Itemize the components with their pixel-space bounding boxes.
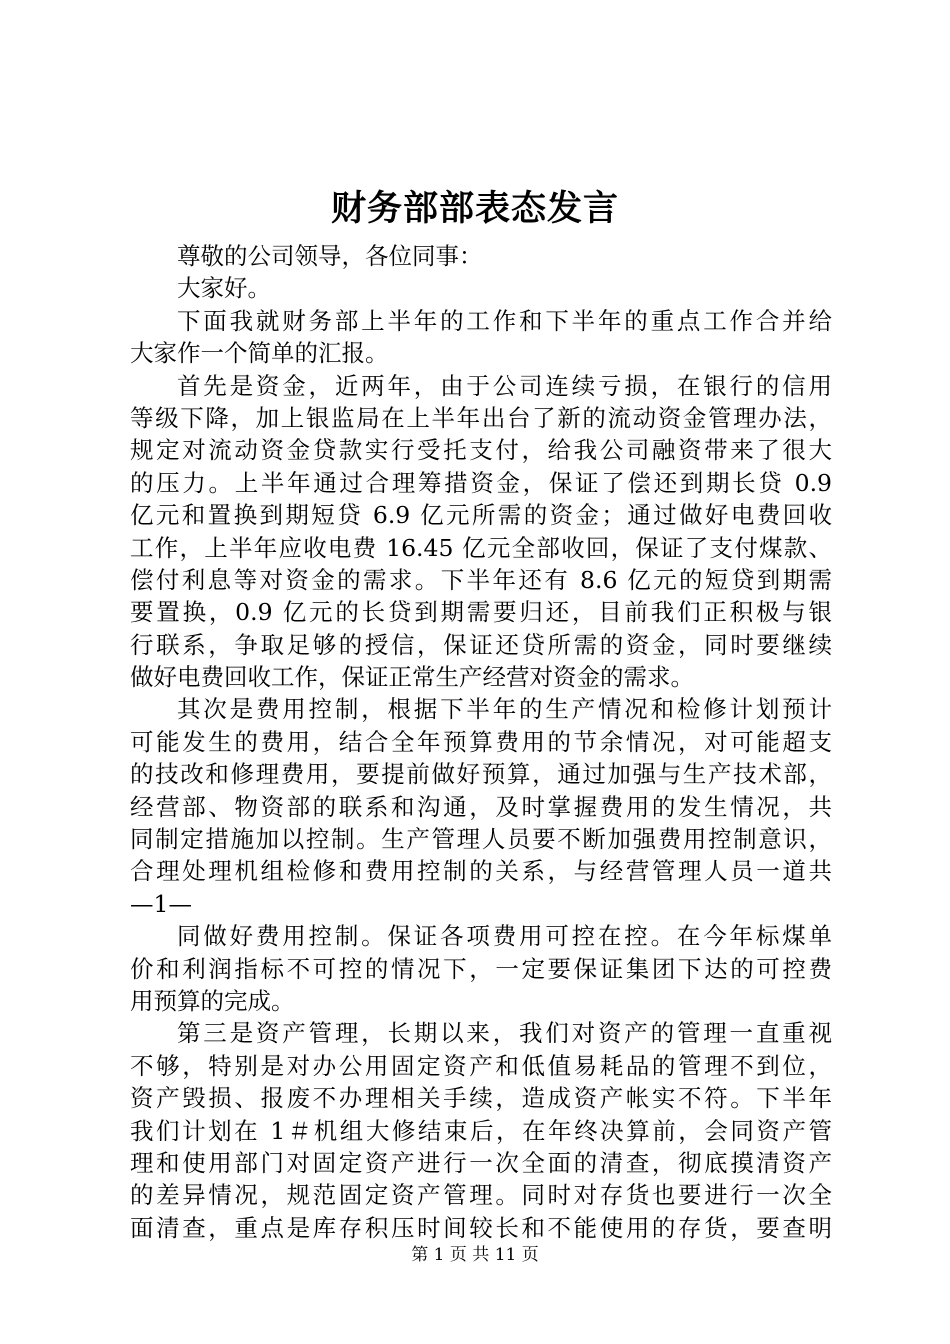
text-line: 其次是费用控制，根据下半年的生产情况和检修计划预计 [177,695,832,724]
text-line: 规定对流动资金贷款实行受托支付，给我公司融资带来了很大 [130,436,832,465]
text-line: 尊敬的公司领导，各位同事： [177,242,483,270]
text-line: 同做好费用控制。保证各项费用可控在控。在今年标煤单 [177,922,832,951]
text-line: 资产毁损、报废不办理相关手续，造成资产帐实不符。下半年 [130,1084,832,1113]
text-line: 大家好。 [177,274,271,303]
text-line: 合理处理机组检修和费用控制的关系，与经营管理人员一道共 [130,857,832,886]
text-line: 等级下降，加上银监局在上半年出台了新的流动资金管理办法， [130,403,832,432]
text-line: 的技改和修理费用，要提前做好预算，通过加强与生产技术部， [130,760,832,789]
text-line: 大家作一个简单的汇报。 [130,339,389,368]
text-line: 价和利润指标不可控的情况下，一定要保证集团下达的可控费 [130,954,832,983]
text-line: 要置换，0.9 亿元的长贷到期需要归还，目前我们正积极与银 [130,598,832,627]
text-line: 第三是资产管理，长期以来，我们对资产的管理一直重视 [177,1019,832,1048]
text-line: 偿付利息等对资金的需求。下半年还有 8.6 亿元的短贷到期需 [130,565,832,594]
text-line: 工作，上半年应收电费 16.45 亿元全部收回，保证了支付煤款、 [130,533,832,562]
text-line: 经营部、物资部的联系和沟通，及时掌握费用的发生情况，共 [130,792,832,821]
text-line: 我们计划在 1＃机组大修结束后，在年终决算前，会同资产管 [130,1116,832,1145]
page-footer: 第 1 页 共 11 页 [411,1245,539,1265]
text-line: 做好电费回收工作，保证正常生产经营对资金的需求。 [130,663,694,692]
text-line: 的压力。上半年通过合理筹措资金，保证了偿还到期长贷 0.9 [130,468,832,497]
text-line: —1— [130,889,192,918]
text-line: 可能发生的费用，结合全年预算费用的节余情况，对可能超支 [130,727,832,756]
text-line: 同制定措施加以控制。生产管理人员要不断加强费用控制意识， [130,825,832,854]
text-line: 不够，特别是对办公用固定资产和低值易耗品的管理不到位， [130,1051,832,1080]
text-line: 亿元和置换到期短贷 6.9 亿元所需的资金；通过做好电费回收 [130,501,832,530]
text-line: 用预算的完成。 [130,986,295,1015]
text-line: 行联系，争取足够的授信，保证还贷所需的资金，同时要继续 [130,630,832,659]
text-line: 的差异情况，规范固定资产管理。同时对存货也要进行一次全 [130,1181,832,1210]
document-title: 财务部部表态发言 [330,188,619,229]
document-body [130,240,832,1244]
text-line: 面清查，重点是库存积压时间较长和不能使用的存货，要查明 [130,1213,832,1242]
text-line: 首先是资金，近两年，由于公司连续亏损，在银行的信用 [177,371,832,400]
text-line: 理和使用部门对固定资产进行一次全面的清查，彻底摸清资产 [130,1148,832,1177]
text-line: 下面我就财务部上半年的工作和下半年的重点工作合并给 [177,306,832,335]
